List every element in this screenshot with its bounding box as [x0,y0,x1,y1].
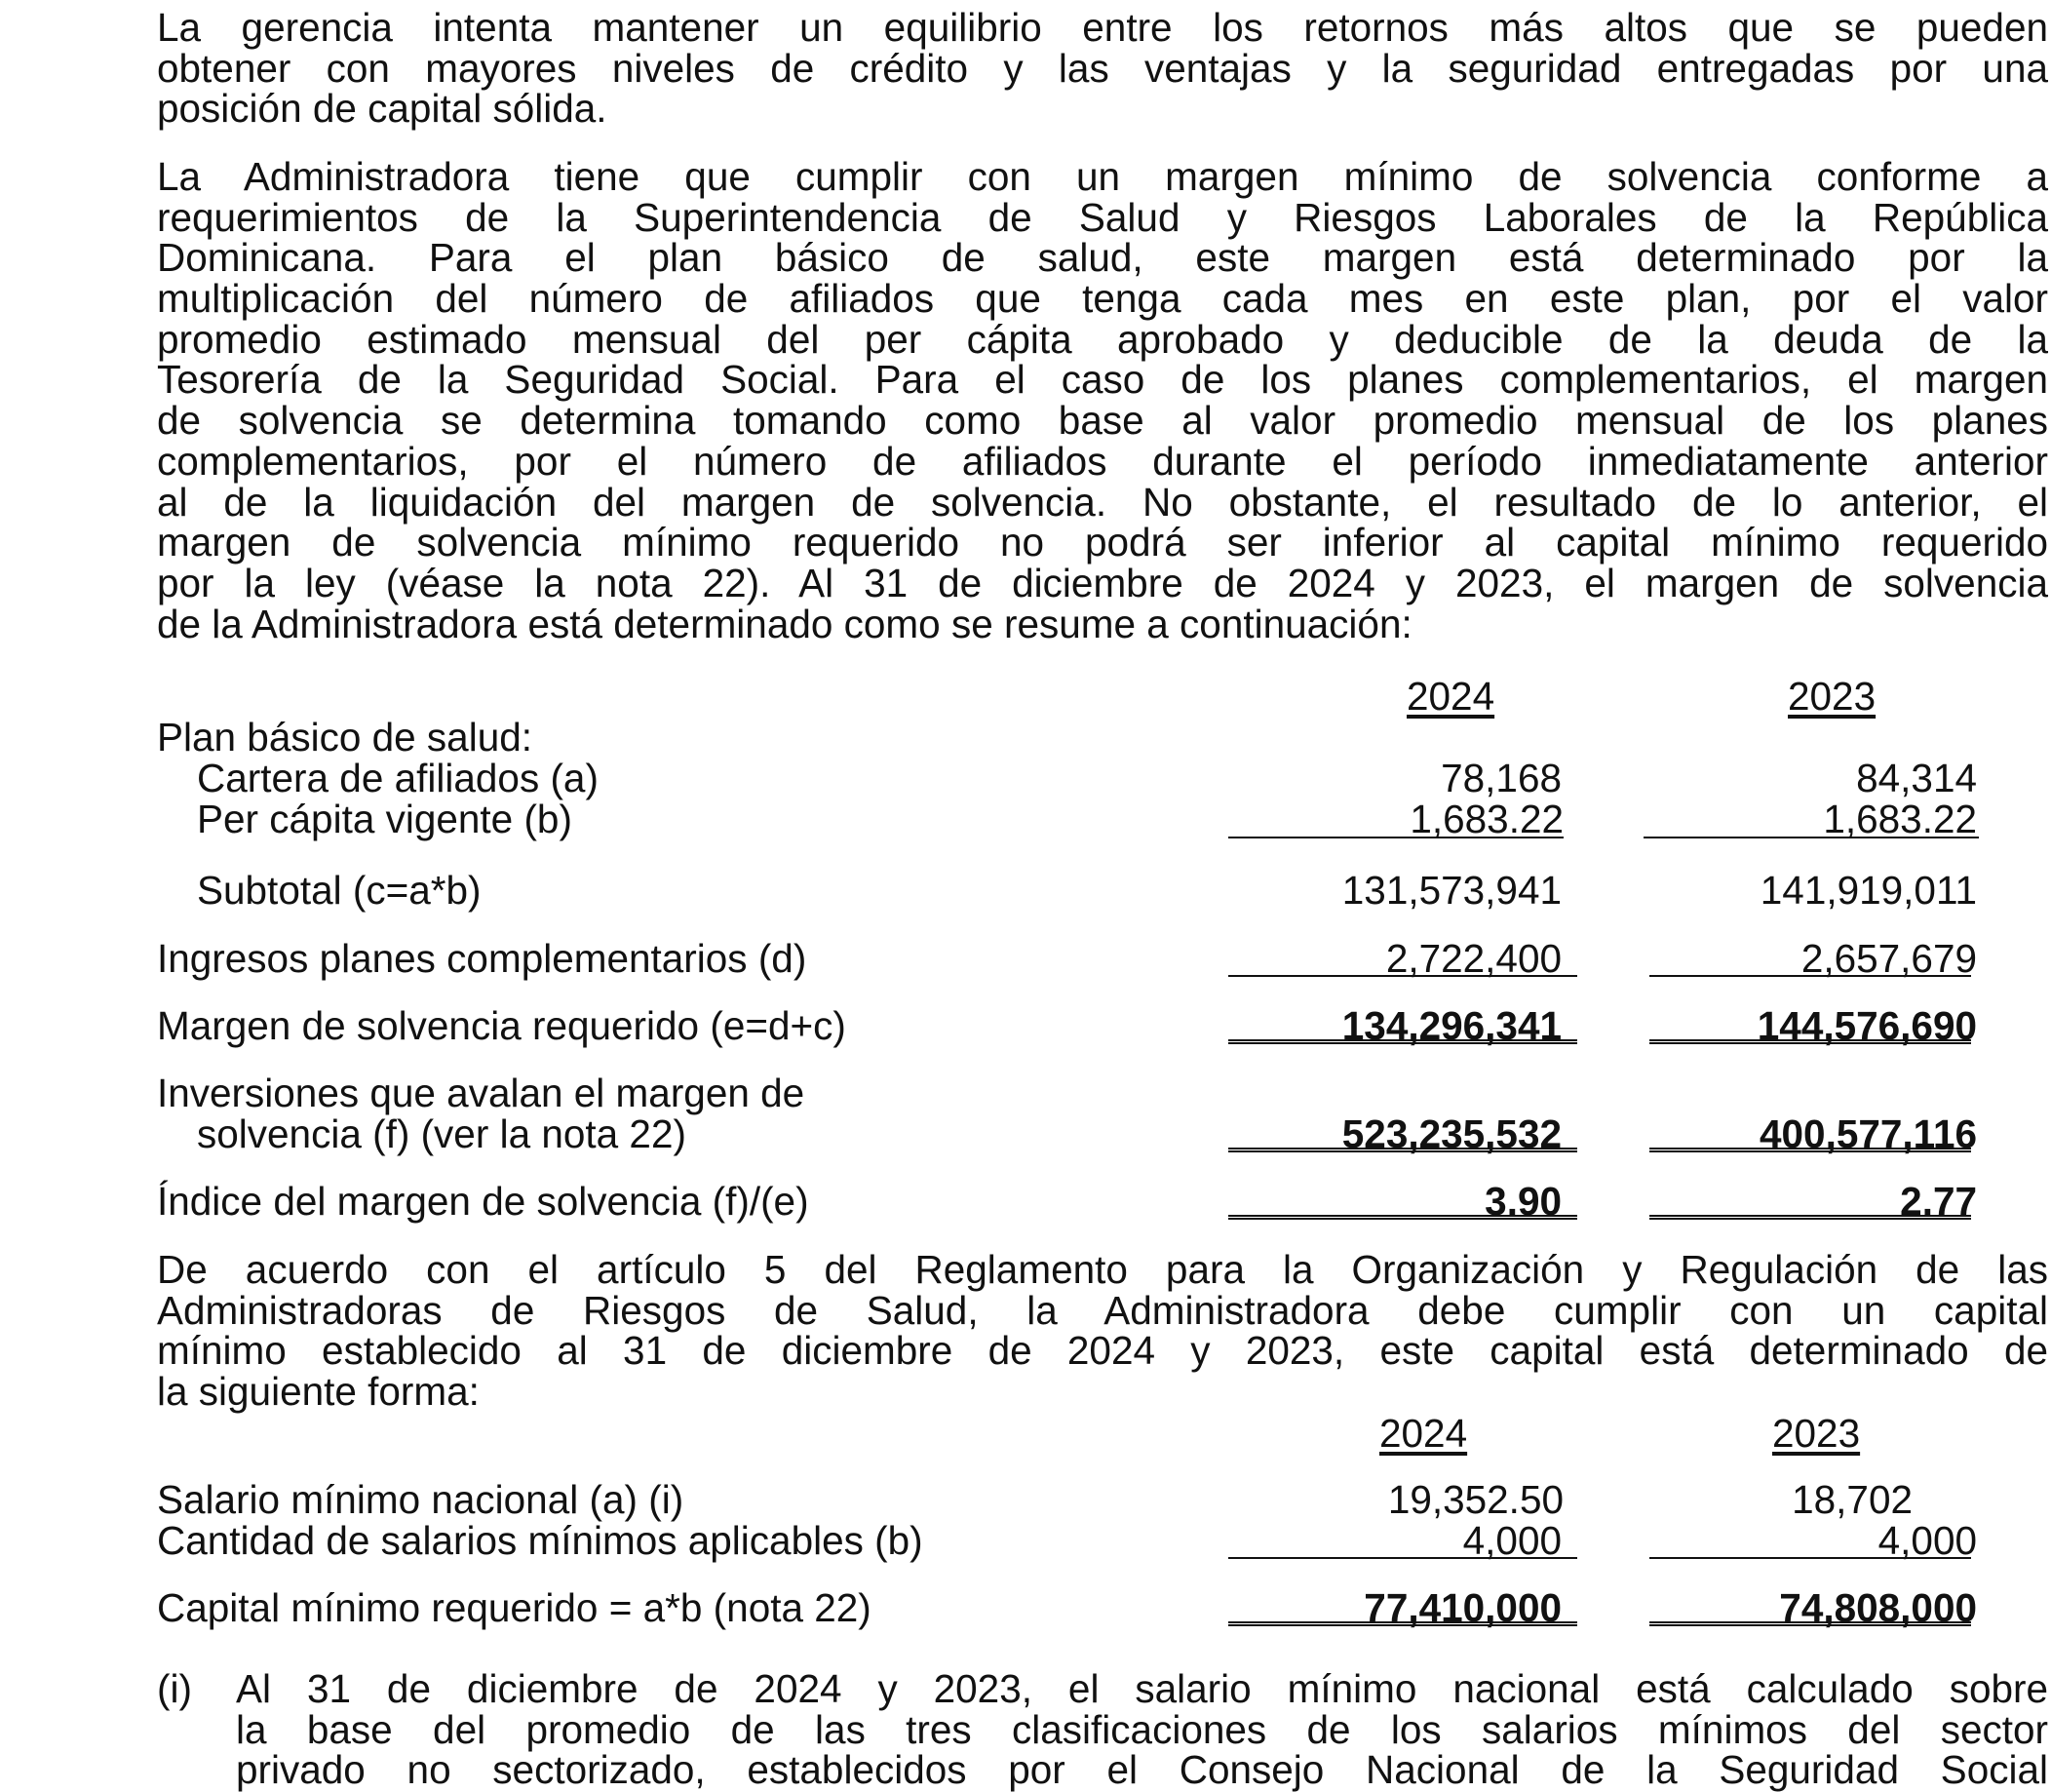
underline [1649,975,1971,977]
value-2024: 2,722,400 [1385,936,1562,981]
value-2024: 78,168 [1441,756,1562,800]
row-label: Per cápita vigente (b) [197,797,572,841]
value-2023: 18,702 [1792,1477,1913,1522]
text-line: la base del promedio de las tres clasificaciones de los salarios mínimos del sector [236,1706,2048,1752]
underline [1228,837,1564,838]
row-label: Capital mínimo requerido = a*b (nota 22) [157,1585,871,1630]
underline [1228,1557,1577,1559]
row-label: Margen de solvencia requerido (e=d+c) [157,1003,846,1048]
column-header-2023: 2023 [1772,1411,1861,1456]
table-row [0,798,2051,840]
value-2024: 4,000 [1462,1518,1562,1563]
text-line: margen de solvencia mínimo requerido no podrá ser inferior al capital mínimo requerido [157,520,2048,565]
double-underline [1228,1039,1577,1044]
paragraph-solvency-margin [157,154,2048,646]
value-2023: 4,000 [1877,1518,1977,1563]
text-line: mínimo establecido al 31 de diciembre de 2024 y 2023, este capital está determinado de [157,1328,2048,1374]
value-2023: 141,919,011 [1760,868,1977,913]
underline [1649,1557,1971,1559]
value-2023: 1,683.22 [1823,797,1977,841]
column-header-2023: 2023 [1788,674,1877,719]
text-line: al de la liquidación del margen de solvencia. No obstante, el resultado de lo anterior, el [157,479,2048,525]
double-underline [1649,1621,1971,1626]
value-2024: 134,296,341 [1341,1003,1562,1048]
text-line: Dominicana. Para el plan básico de salud, este margen está determinado por la [157,235,2048,281]
text-line: promedio estimado mensual del per cápita aprobado y deducible de la deuda de la [157,316,2048,362]
row-label: Cantidad de salarios mínimos aplicables (b) [157,1518,923,1563]
table-row [0,716,2051,759]
text-line: de la Administradora está determinado como se resume a continuación: [157,601,1412,646]
text-line: La Administradora tiene que cumplir con un margen mínimo de solvencia conforme a [157,154,2048,199]
row-label: Salario mínimo nacional (a) (i) [157,1477,684,1522]
text-line: por la ley (véase la nota 22). Al 31 de diciembre de 2024 y 2023, el margen de solvencia [157,560,2048,605]
value-2023: 2.77 [1900,1179,1977,1224]
text-line: privado no sectorizado, establecidos por el Consejo Nacional de la Seguridad Social [236,1747,2048,1792]
table-row [0,1478,2051,1521]
value-2024: 77,410,000 [1364,1585,1562,1630]
underline [1644,837,1979,838]
text-line: requerimientos de la Superintendencia de Salud y Riesgos Laborales de la República [157,194,2048,240]
table-row [0,757,2051,799]
text-line: Tesorería de la Seguridad Social. Para el caso de los planes complementarios, el margen [157,357,2048,403]
text-line: Administradoras de Riesgos de Salud, la Administradora debe cumplir con un capital [157,1287,2048,1333]
text-line: de solvencia se determina tomando como base al valor promedio mensual de los planes [157,398,2048,444]
value-2023: 2,657,679 [1800,936,1977,981]
text-line: obtener con mayores niveles de crédito y las ventajas y la seguridad entregadas por una [157,45,2048,91]
value-2024: 131,573,941 [1341,868,1562,913]
double-underline [1228,1215,1577,1220]
value-2023: 144,576,690 [1757,1003,1977,1048]
row-label: Índice del margen de solvencia (f)/(e) [157,1179,809,1224]
paragraph-minimum-capital [157,1247,2048,1415]
row-label: solvencia (f) (ver la nota 22) [197,1111,686,1156]
underline [1228,975,1577,977]
double-underline [1228,1621,1577,1626]
row-label: Inversiones que avalan el margen de [157,1071,805,1115]
value-2023: 400,577,116 [1760,1111,1977,1156]
text-line: multiplicación del número de afiliados que tenga cada mes en este plan, por el valor [157,276,2048,322]
table-row [0,869,2051,912]
table-row [0,1519,2051,1562]
value-2024: 3.90 [1485,1179,1562,1224]
double-underline [1649,1039,1971,1044]
row-label: Ingresos planes complementarios (d) [157,936,807,981]
column-header-2024: 2024 [1379,1411,1468,1456]
value-2023: 74,808,000 [1779,1585,1977,1630]
value-2023: 84,314 [1856,756,1977,800]
text-line: Al 31 de diciembre de 2024 y 2023, el salario mínimo nacional está calculado sobre [236,1666,2048,1711]
text-line: complementarios, por el número de afiliados durante el período inmediatamente anterior [157,438,2048,484]
text-line: posición de capital sólida. [157,86,607,132]
value-2024: 19,352.50 [1387,1477,1564,1522]
column-header-2024: 2024 [1407,674,1495,719]
text-line: La gerencia intenta mantener un equilibrio entre los retornos más altos que se pueden [157,5,2048,50]
text-line: la siguiente forma: [157,1369,480,1415]
section-label: Plan básico de salud: [157,715,533,760]
row-label: Subtotal (c=a*b) [197,868,482,913]
paragraph-capital-management [157,5,2048,132]
footnote-text [236,1666,2048,1792]
value-2024: 523,235,532 [1341,1111,1562,1156]
value-2024: 1,683.22 [1410,797,1564,841]
row-label: Cartera de afiliados (a) [197,756,599,800]
double-underline [1228,1148,1577,1152]
table-row [0,1071,2051,1114]
footnote-marker: (i) [157,1666,192,1711]
text-line: De acuerdo con el artículo 5 del Reglamento para la Organización y Regulación de las [157,1247,2048,1292]
table-row [0,937,2051,980]
double-underline [1649,1215,1971,1220]
double-underline [1649,1148,1971,1152]
